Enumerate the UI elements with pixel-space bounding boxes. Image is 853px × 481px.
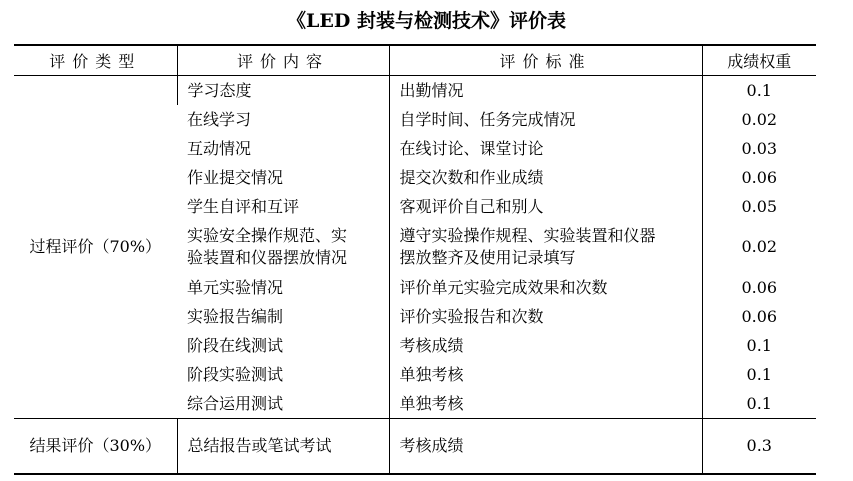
standard-cell: 考核成绩	[389, 419, 702, 475]
content-cell: 作业提交情况	[187, 167, 284, 187]
standard-cell: 考核成绩	[389, 331, 702, 360]
standard-cell: 在线讨论、课堂讨论	[389, 134, 702, 163]
weight-cell: 0.1	[702, 389, 816, 419]
header-content: 评价内容	[177, 45, 389, 76]
header-row	[14, 45, 816, 76]
result-row	[14, 419, 816, 475]
standard-cell: 评价单元实验完成效果和次数	[389, 273, 702, 302]
table-title: 《LED 封装与检测技术》评价表	[287, 10, 566, 32]
standard-cell: 评价实验报告和次数	[389, 302, 702, 331]
standard-line-2: 摆放整齐及使用记录填写	[399, 248, 576, 267]
content-cell: 总结报告或笔试考试	[177, 419, 389, 475]
content-line-1: 实验安全操作规范、实	[187, 226, 348, 245]
weight-cell: 0.3	[702, 419, 816, 475]
header-type: 评价类型	[14, 45, 177, 76]
content-cell: 在线学习	[187, 109, 252, 129]
standard-cell: 客观评价自己和别人	[389, 192, 702, 221]
weight-cell: 0.06	[702, 302, 816, 331]
weight-cell: 0.1	[702, 76, 816, 106]
content-cell: 阶段实验测试	[187, 364, 284, 384]
standard-cell: 单独考核	[389, 360, 702, 389]
header-weight: 成绩权重	[702, 45, 816, 76]
standard-line-1: 遵守实验操作规程、实验装置和仪器	[399, 226, 656, 245]
content-cell: 互动情况	[187, 138, 252, 158]
content-cell: 阶段在线测试	[187, 335, 284, 355]
weight-cell: 0.06	[702, 163, 816, 192]
weight-cell: 0.03	[702, 134, 816, 163]
content-cell: 实验报告编制	[187, 306, 284, 326]
standard-cell: 提交次数和作业成绩	[389, 163, 702, 192]
content-line-2: 验装置和仪器摆放情况	[187, 248, 348, 267]
weight-cell: 0.1	[702, 360, 816, 389]
weight-cell: 0.1	[702, 331, 816, 360]
weight-cell: 0.05	[702, 192, 816, 221]
content-cell: 综合运用测试	[187, 393, 284, 413]
standard-cell: 单独考核	[389, 389, 702, 419]
standard-cell: 出勤情况	[389, 76, 702, 106]
weight-cell: 0.06	[702, 273, 816, 302]
header-standard: 评价标准	[389, 45, 702, 76]
table-row	[14, 76, 816, 106]
weight-cell: 0.02	[702, 105, 816, 134]
evaluation-table	[14, 44, 816, 475]
standard-cell: 自学时间、任务完成情况	[389, 105, 702, 134]
process-type-cell: 过程评价（70%）	[29, 237, 162, 256]
result-type-cell: 结果评价（30%）	[14, 419, 177, 475]
weight-cell: 0.02	[702, 221, 816, 273]
standard-cell	[389, 221, 702, 273]
content-cell: 学习态度	[177, 76, 389, 106]
content-cell: 单元实验情况	[187, 277, 284, 297]
content-cell	[177, 221, 389, 273]
content-cell: 学生自评和互评	[187, 196, 300, 216]
